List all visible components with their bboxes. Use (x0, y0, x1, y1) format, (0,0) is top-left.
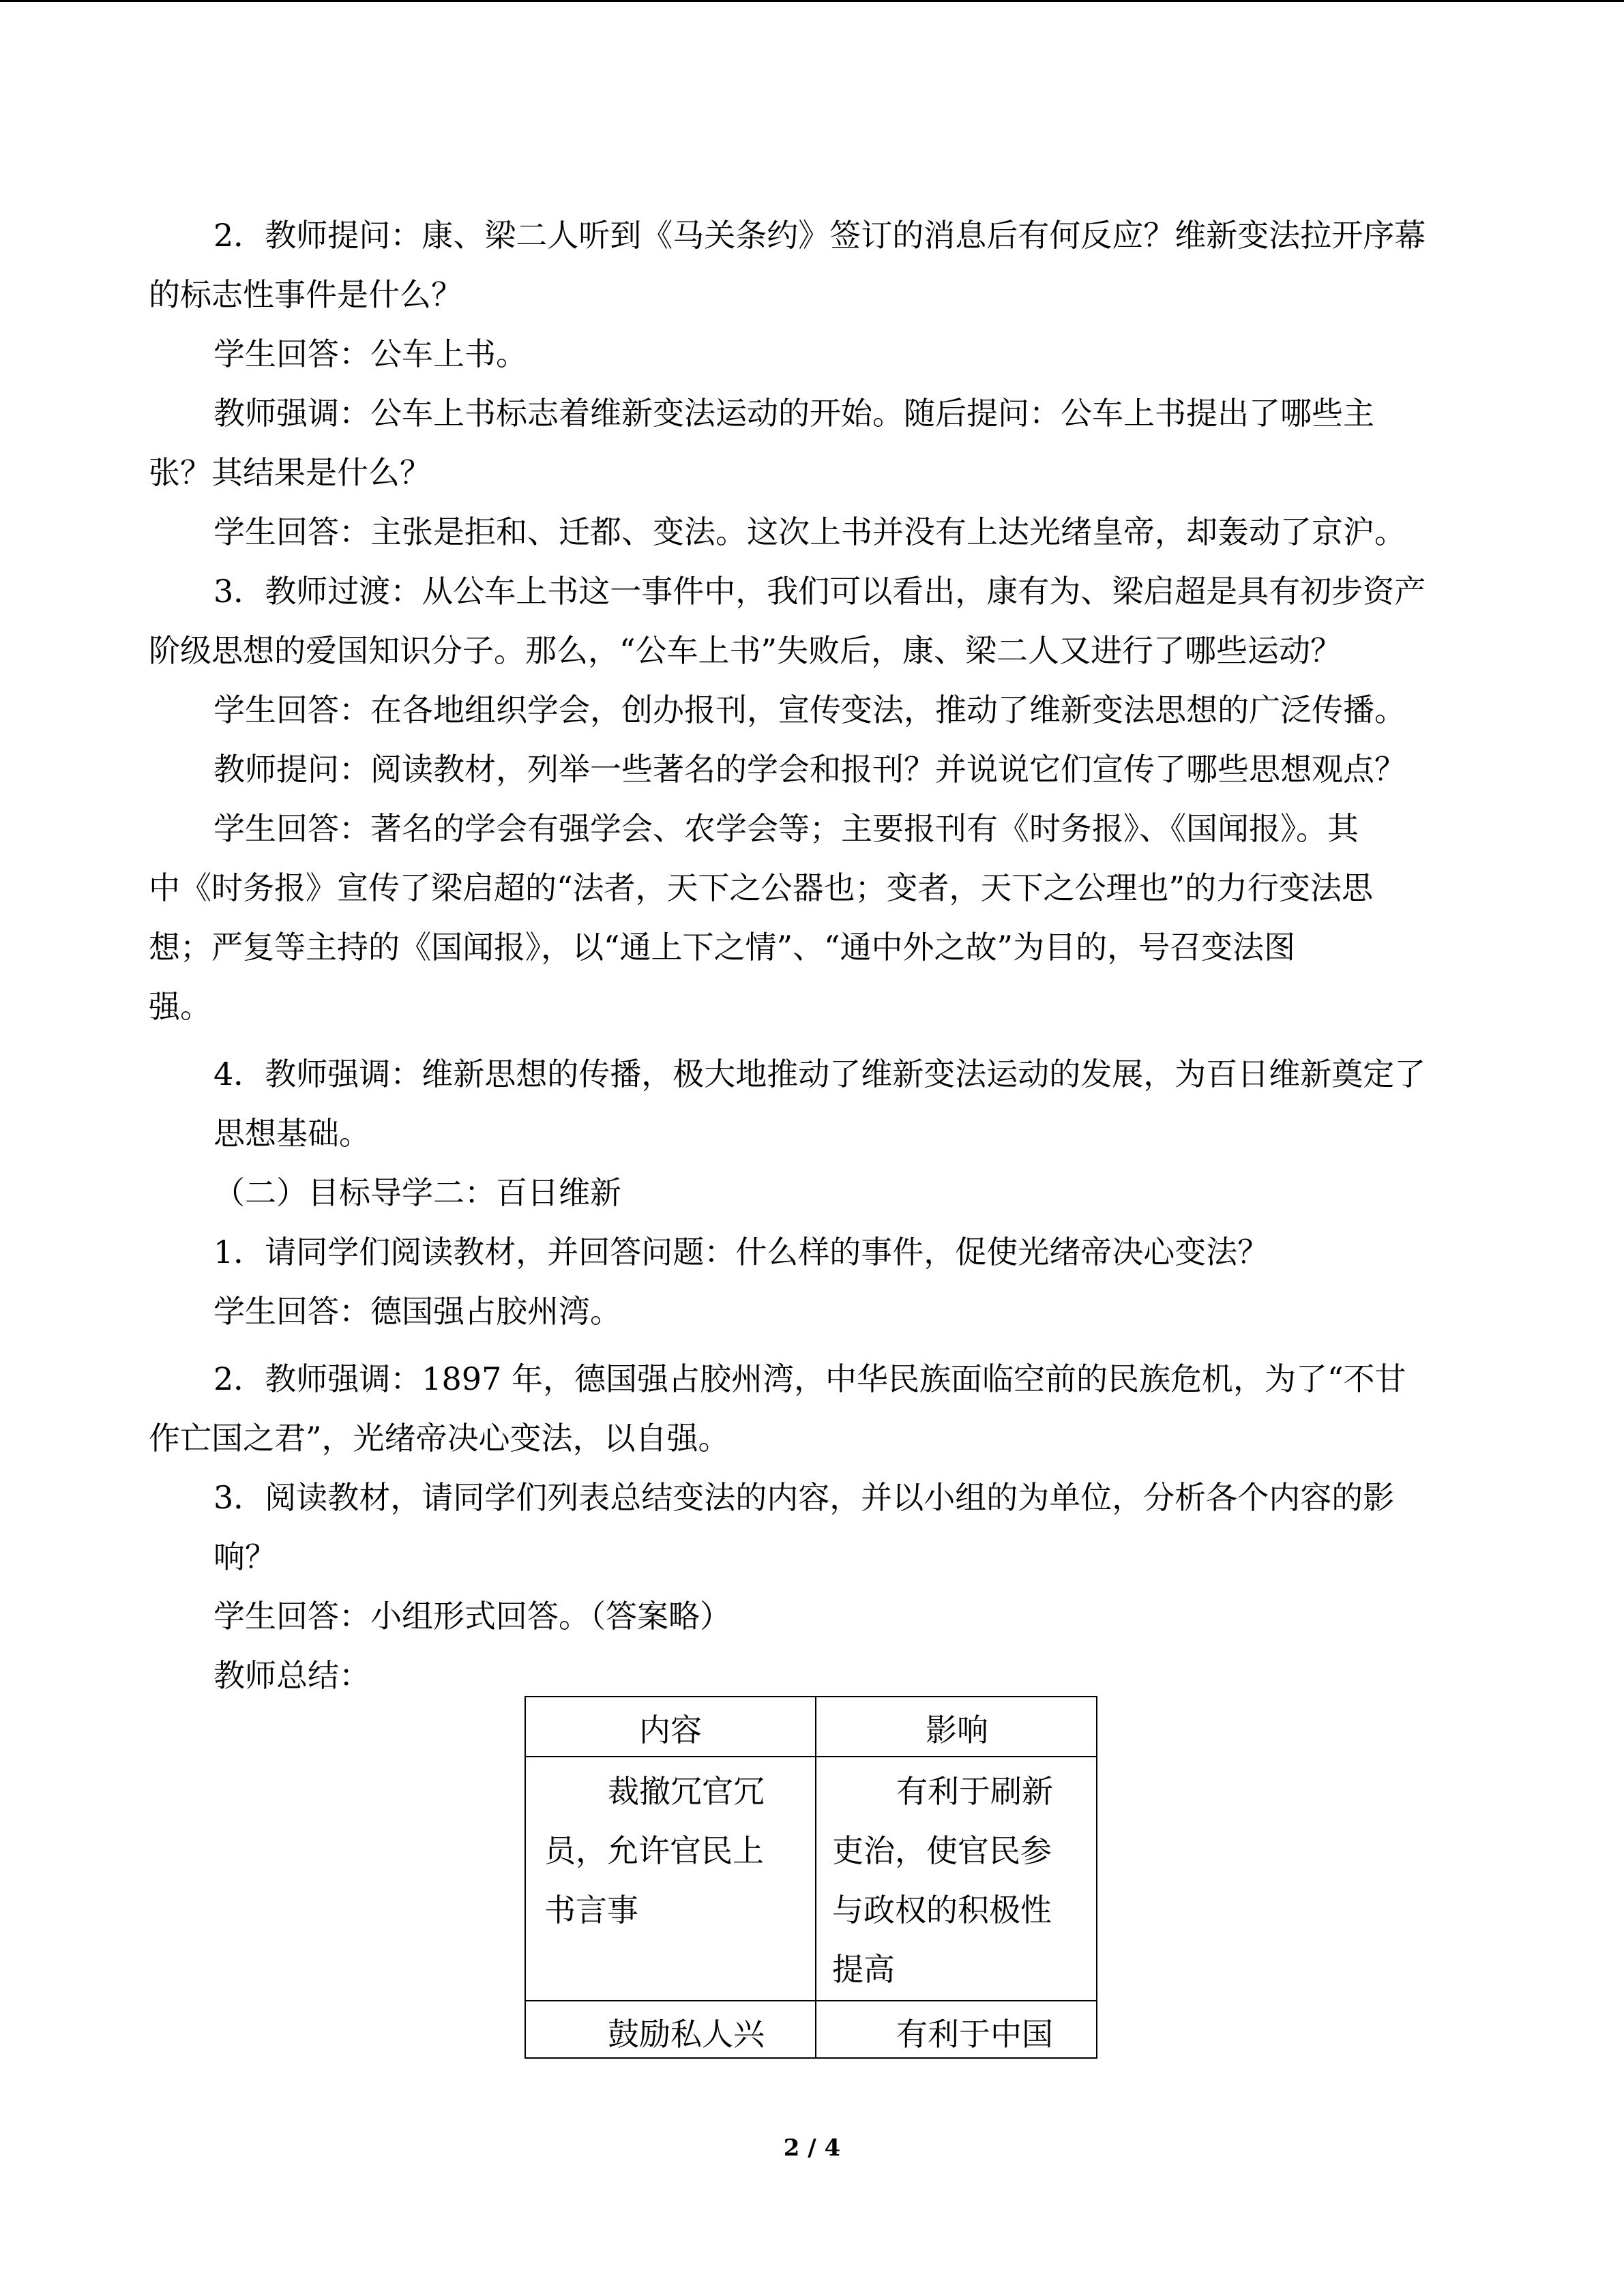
paragraph-line: 3．教师过渡：从公车上书这一事件中，我们可以看出，康有为、梁启超是具有初步资产 (213, 573, 1426, 610)
paragraph-line: 想；严复等主持的《国闻报》，以“通上下之情”、“通中外之故”为目的，号召变法图 (149, 929, 1296, 966)
paragraph-line: 教师强调：公车上书标志着维新变法运动的开始。随后提问：公车上书提出了哪些主 (213, 395, 1374, 432)
page-number: 2 / 4 (783, 2134, 841, 2162)
paragraph-line: 4．教师强调：维新思想的传播，极大地推动了维新变法运动的发展，为百日维新奠定了 (213, 1056, 1426, 1092)
table-header-impact: 影响 (926, 1712, 988, 1748)
table-cell-text: 提高 (832, 1951, 895, 1988)
paragraph-line: 强。 (149, 988, 211, 1025)
table-cell-text: 员，允许官民上 (544, 1832, 764, 1869)
table-cell-text: 吏治，使官民参 (832, 1832, 1052, 1869)
table-header-content: 内容 (639, 1712, 702, 1748)
paragraph-line: 2．教师提问：康、梁二人听到《马关条约》签订的消息后有何反应？维新变法拉开序幕 (213, 217, 1426, 254)
paragraph-line: 阶级思想的爱国知识分子。那么，“公车上书”失败后，康、梁二人又进行了哪些运动？ (149, 632, 1342, 669)
paragraph-line: 3．阅读教材，请同学们列表总结变法的内容，并以小组的为单位，分析各个内容的影 (213, 1479, 1395, 1516)
paragraph-line: 的标志性事件是什么？ (149, 276, 462, 313)
paragraph-line: 学生回答：在各地组织学会，创办报刊，宣传变法，推动了维新变法思想的广泛传播。 (213, 691, 1406, 728)
paragraph-line: 思想基础。 (213, 1115, 370, 1152)
paragraph-line: 学生回答：小组形式回答。（答案略） (213, 1598, 731, 1635)
section-heading: （二）目标导学二：百日维新 (213, 1174, 621, 1211)
paragraph-line: 中《时务报》宣传了梁启超的“法者，天下之公器也；变者，天下之公理也”的力行变法思 (149, 869, 1374, 906)
paragraph-line: 作亡国之君”，光绪帝决心变法，以自强。 (149, 1420, 730, 1457)
paragraph-line: 教师总结： (213, 1657, 370, 1694)
paragraph-line: 2．教师强调：1897 年，德国强占胶州湾，中华民族面临空前的民族危机，为了“不甘 (213, 1360, 1406, 1397)
table-cell-text: 与政权的积极性 (832, 1892, 1052, 1928)
paragraph-line: 学生回答：德国强占胶州湾。 (213, 1293, 621, 1330)
table-row-divider (526, 2000, 1096, 2001)
paragraph-line: 张？其结果是什么？ (149, 454, 431, 491)
table-cell-text: 有利于中国 (896, 2016, 1053, 2053)
table-cell-text: 裁撤冗官冗 (608, 1773, 765, 1810)
paragraph-line: 学生回答：公车上书。 (213, 336, 527, 372)
paragraph-line: 响？ (213, 1538, 276, 1575)
table-cell-text: 有利于刷新 (896, 1773, 1053, 1810)
table-row-divider (526, 1756, 1096, 1757)
paragraph-line: 学生回答：主张是拒和、迁都、变法。这次上书并没有上达光绪皇帝，却轰动了京沪。 (213, 513, 1406, 550)
paragraph-line: 教师提问：阅读教材，列举一些著名的学会和报刊？并说说它们宣传了哪些思想观点？ (213, 751, 1406, 788)
table-cell-text: 书言事 (544, 1892, 638, 1928)
table-cell-text: 鼓励私人兴 (608, 2016, 765, 2053)
paragraph-line: 1．请同学们阅读教材，并回答问题：什么样的事件，促使光绪帝决心变法？ (213, 1234, 1269, 1270)
paragraph-line: 学生回答：著名的学会有强学会、农学会等；主要报刊有《时务报》、《国闻报》。其 (213, 810, 1359, 847)
table-column-divider (815, 1697, 816, 2057)
summary-table (525, 1696, 1097, 2059)
